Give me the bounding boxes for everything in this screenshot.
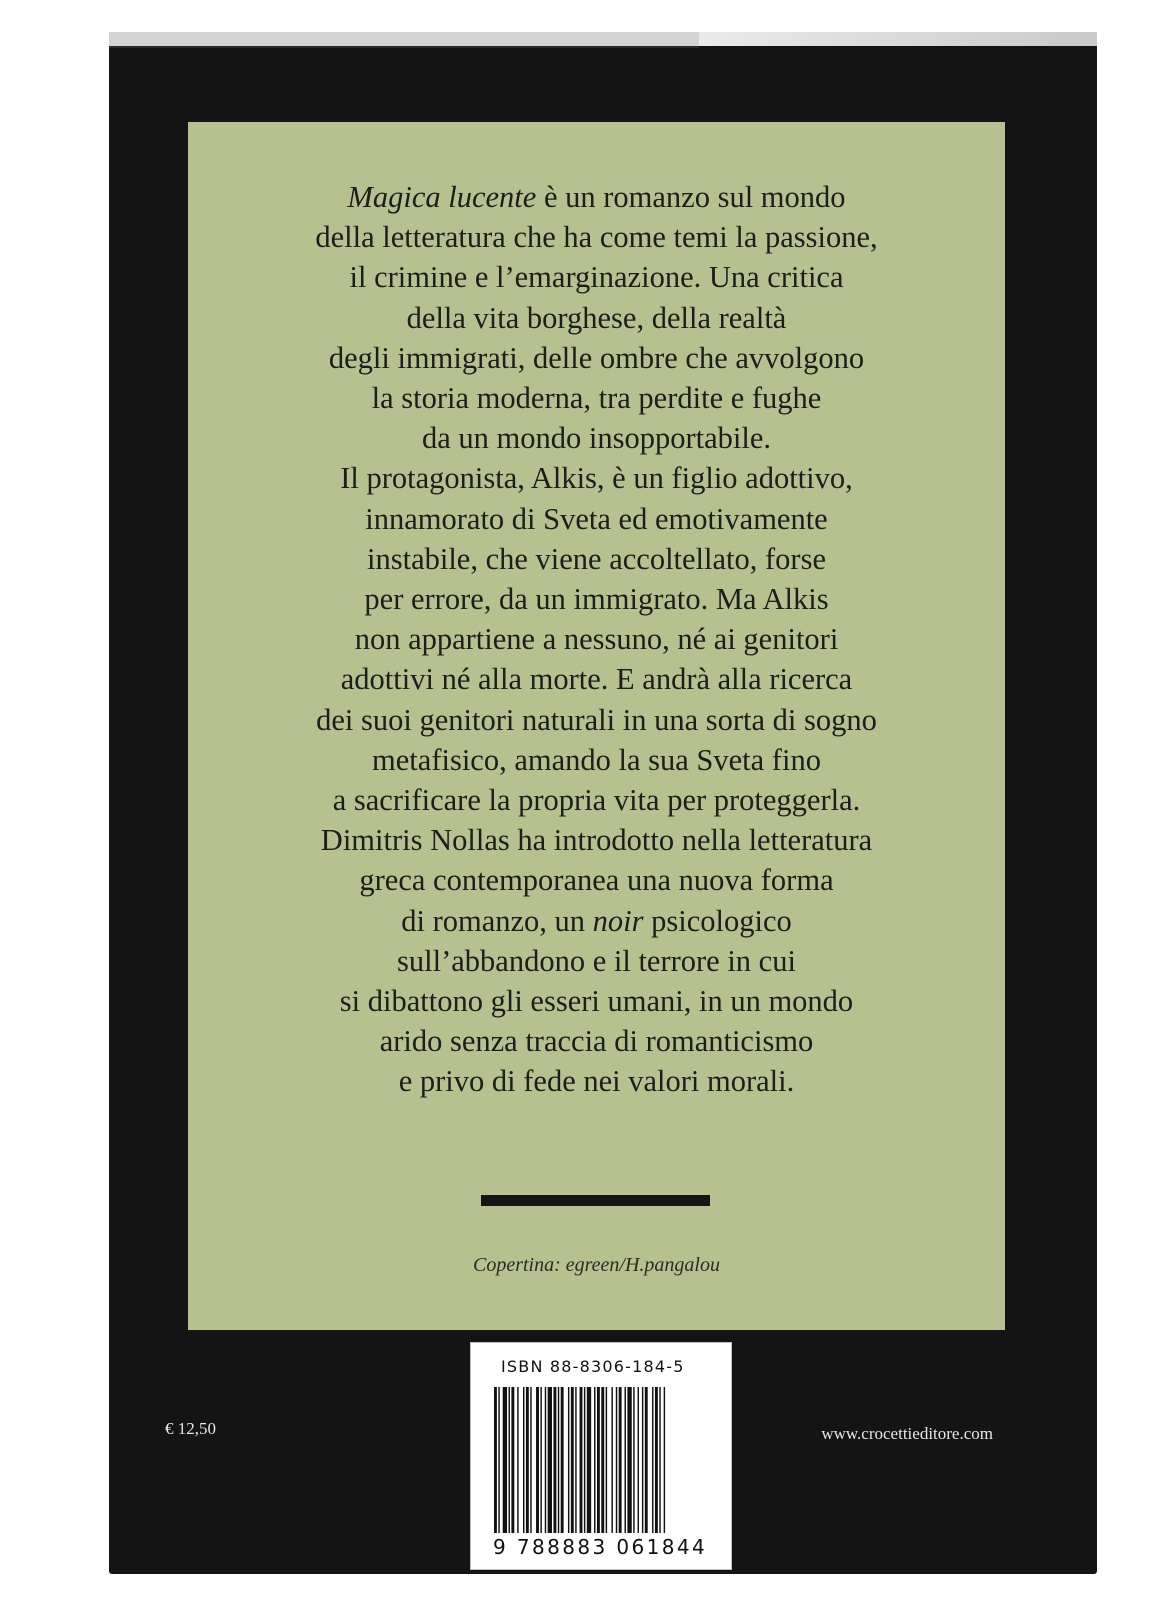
barcode-bar <box>558 1387 559 1533</box>
publisher-website: www.crocettieditore.com <box>821 1424 993 1443</box>
blurb-line: innamorato di Sveta ed emotivamente <box>365 501 828 536</box>
barcode-bar <box>655 1387 658 1533</box>
barcode-bar <box>606 1387 607 1533</box>
barcode-bar <box>652 1387 653 1533</box>
barcode-bar <box>571 1387 574 1533</box>
ean-digits: 9 788883 061844 <box>493 1535 708 1559</box>
blurb-line-noir: di romanzo, un noir psicologico <box>401 903 792 938</box>
barcode-label <box>470 1342 732 1570</box>
blurb-line: instabile, che viene accoltellato, forse <box>367 541 826 576</box>
noir-italic: noir <box>592 903 644 938</box>
barcode-bar <box>638 1387 639 1533</box>
barcode-bar <box>498 1387 499 1533</box>
barcode-bar <box>584 1387 585 1533</box>
blurb-line: della vita borghese, della realtà <box>406 300 787 335</box>
barcode-bar <box>494 1387 497 1533</box>
barcode-bar <box>530 1387 531 1533</box>
blurb-panel <box>188 122 1005 1330</box>
blurb-line: adottivi né alla morte. E andrà alla ricerca <box>340 662 853 697</box>
barcode-bar <box>523 1387 524 1533</box>
barcode-icon <box>494 1387 712 1533</box>
barcode-bar <box>633 1387 634 1533</box>
barcode-bar <box>659 1387 660 1533</box>
barcode-bar <box>540 1387 541 1533</box>
blurb-line: si dibattono gli esseri umani, in un mondo <box>339 984 854 1019</box>
barcode-bar <box>517 1387 518 1533</box>
blurb-line: arido senza traccia di romanticismo <box>379 1024 814 1059</box>
blurb-text <box>188 177 1005 1102</box>
barcode-bar <box>642 1387 643 1533</box>
barcode-bar <box>526 1387 529 1533</box>
blurb-line: a sacrificare la propria vita per proteggerla. <box>332 783 861 818</box>
blurb-line: Dimitris Nollas ha introdotto nella letteratura <box>320 823 873 858</box>
barcode-bar <box>509 1387 510 1533</box>
barcode-bar <box>594 1387 595 1533</box>
barcode-bar <box>580 1387 583 1533</box>
blurb-line: e privo di fede nei valori morali. <box>398 1064 795 1099</box>
barcode-bar <box>575 1387 576 1533</box>
blurb-line: dei suoi genitori naturali in una sorta di sogno <box>316 702 877 737</box>
divider-bar <box>481 1195 710 1206</box>
barcode-bar <box>625 1387 626 1533</box>
barcode-bar <box>616 1387 617 1533</box>
cover-credit: Copertina: egreen/H.pangalou <box>472 1254 720 1276</box>
blurb-line: il crimine e l’emarginazione. Una critica <box>349 260 844 295</box>
blurb-line: della letteratura che ha come temi la passione, <box>315 220 878 255</box>
top-edge <box>109 32 1097 46</box>
barcode-bar <box>536 1387 539 1533</box>
barcode-bar <box>561 1387 564 1533</box>
barcode-bar <box>619 1387 622 1533</box>
price: € 12,50 <box>165 1419 216 1438</box>
blurb-line: per errore, da un immigrato. Ma Alkis <box>364 582 829 617</box>
blurb-line: da un mondo insopportabile. <box>421 421 771 456</box>
barcode-bar <box>587 1387 591 1533</box>
book-back-cover <box>109 32 1097 1574</box>
blurb-line: greca contemporanea una nuova forma <box>359 863 834 898</box>
blurb-line: metafisico, amando la sua Sveta fino <box>372 742 821 777</box>
barcode-bar <box>611 1387 612 1533</box>
barcode-bar <box>553 1387 556 1533</box>
barcode-bar <box>568 1387 569 1533</box>
blurb-line: non appartiene a nessuno, né ai genitori <box>354 622 839 657</box>
blurb-line: degli immigrati, delle ombre che avvolgono <box>328 340 865 375</box>
blurb-line: la storia moderna, tra perdite e fughe <box>371 381 822 416</box>
barcode-bar <box>627 1387 631 1533</box>
barcode-bar <box>601 1387 604 1533</box>
barcode-bar <box>545 1387 546 1533</box>
isbn-text: ISBN 88-8306-184-5 <box>501 1357 685 1376</box>
barcode-bar <box>645 1387 648 1533</box>
book-title-italic: Magica lucente <box>347 180 537 214</box>
blurb-line-first: Magica lucente è un romanzo sul mondo <box>347 180 846 214</box>
top-edge-flap <box>109 32 699 48</box>
barcode-bar <box>597 1387 600 1533</box>
barcode-bar <box>664 1387 665 1533</box>
barcode-bar <box>548 1387 552 1533</box>
blurb-line: Il protagonista, Alkis, è un figlio adottivo, <box>340 461 853 496</box>
barcode-bar <box>511 1387 514 1533</box>
barcode-bar <box>503 1387 507 1533</box>
blurb-line: sull’abbandono e il terrore in cui <box>397 943 796 978</box>
